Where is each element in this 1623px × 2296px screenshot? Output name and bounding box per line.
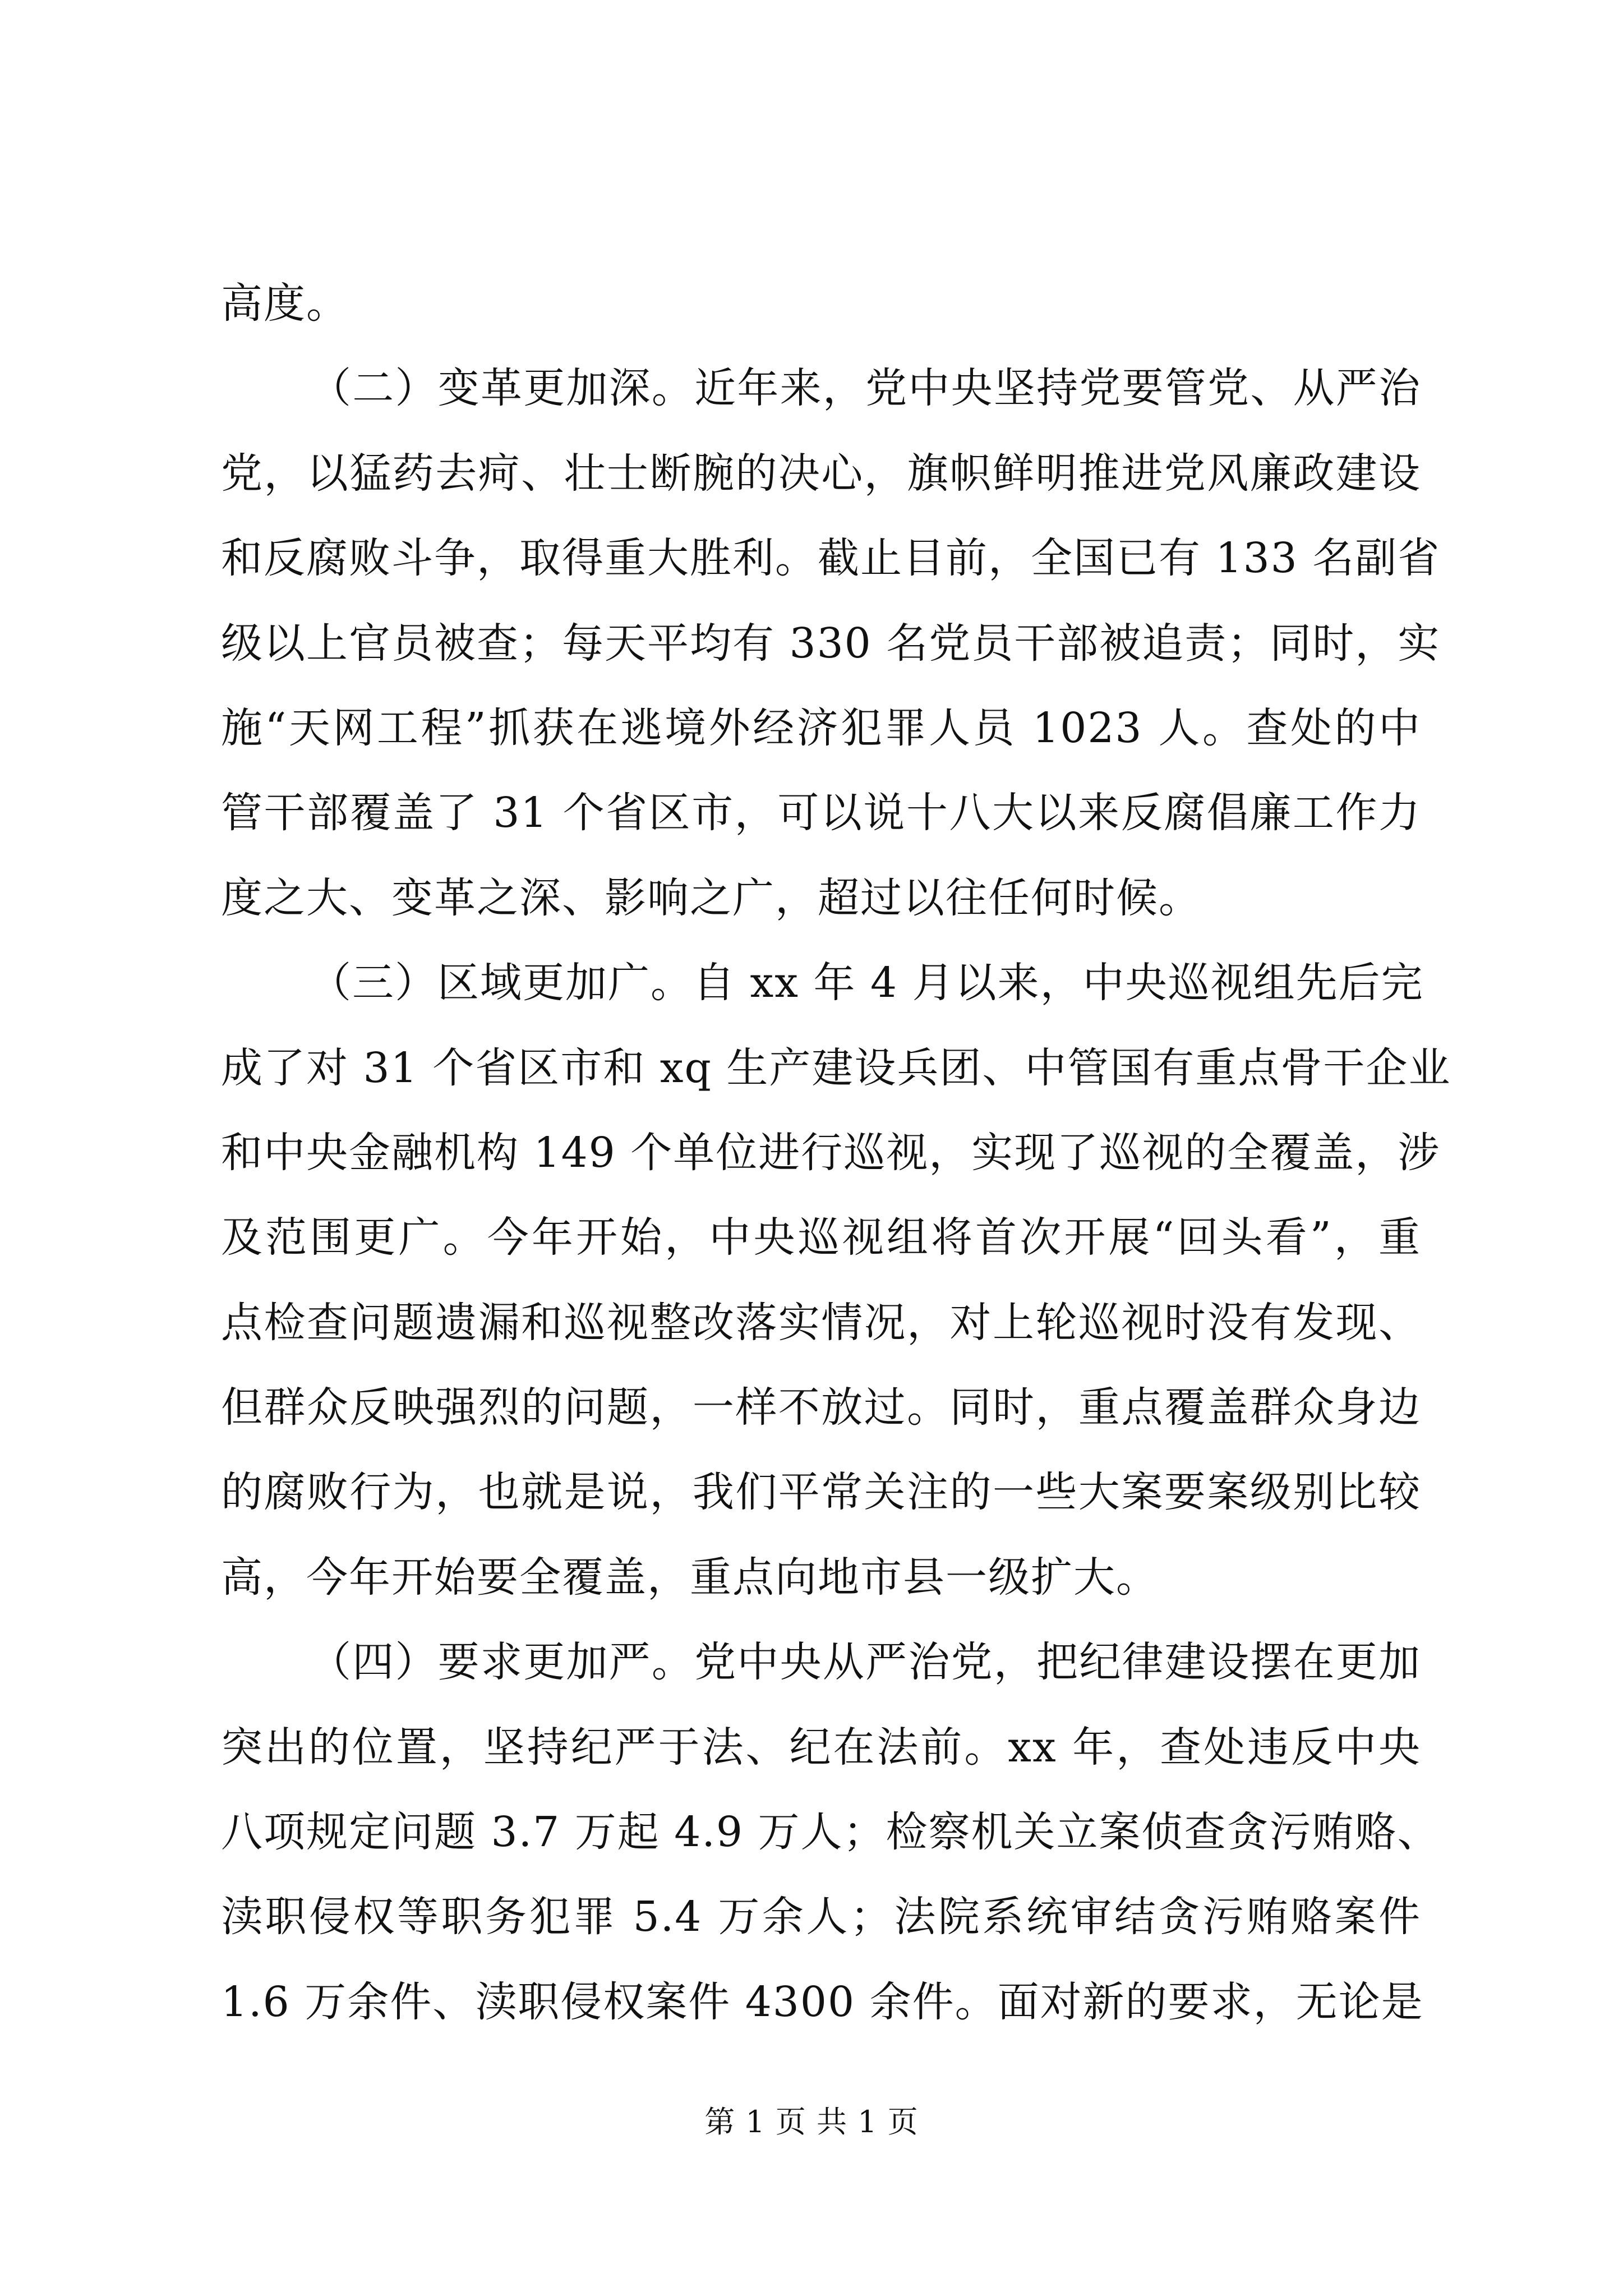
text-line: 1.6 万余件、渎职侵权案件 4300 余件。面对新的要求，无论是 [221, 1977, 1424, 2026]
text-line: 党，以猛药去疴、壮士断腕的决心，旗帜鲜明推进党风廉政建设 [221, 449, 1421, 498]
text-line: （二）变革更加深。近年来，党中央坚持党要管党、从严治 [310, 364, 1421, 413]
text-line: 和反腐败斗争，取得重大胜利。截止目前，全国已有 133 名副省 [221, 534, 1441, 583]
text-line: 八项规定问题 3.7 万起 4.9 万人；检察机关立案侦查贪污贿赂、 [221, 1808, 1440, 1857]
text-line: 度之大、变革之深、影响之广，超过以往任何时候。 [221, 873, 1201, 922]
text-line: 的腐败行为，也就是说，我们平常关注的一些大案要案级别比较 [221, 1468, 1421, 1517]
text-line: （四）要求更加严。党中央从严治党，把纪律建设摆在更加 [310, 1638, 1421, 1687]
text-line: 管干部覆盖了 31 个省区市，可以说十八大以来反腐倡廉工作力 [221, 789, 1421, 838]
text-line: 成了对 31 个省区市和 xq 生产建设兵团、中管国有重点骨干企业 [221, 1043, 1451, 1092]
text-line: 高度。 [221, 279, 349, 328]
page-footer [0, 2102, 1623, 2142]
text-line: （三）区域更加广。自 xx 年 4 月以来，中央巡视组先后完 [310, 959, 1424, 1007]
text-line: 渎职侵权等职务犯罪 5.4 万余人；法院系统审结贪污贿赂案件 [221, 1893, 1421, 1941]
text-line: 但群众反映强烈的问题，一样不放过。同时，重点覆盖群众身边 [221, 1383, 1421, 1432]
document-body [221, 261, 1451, 2045]
page-number: 第 1 页 共 1 页 [704, 2104, 919, 2139]
text-line: 高，今年开始要全覆盖，重点向地市县一级扩大。 [221, 1553, 1159, 1602]
text-line: 及范围更广。今年开始，中央巡视组将首次开展“回头看”，重 [221, 1213, 1421, 1262]
text-line: 点检查问题遗漏和巡视整改落实情况，对上轮巡视时没有发现、 [221, 1298, 1421, 1347]
text-line: 和中央金融机构 149 个单位进行巡视，实现了巡视的全覆盖，涉 [221, 1128, 1441, 1177]
text-line: 级以上官员被查；每天平均有 330 名党员干部被追责；同时，实 [221, 619, 1441, 668]
text-line: 施“天网工程”抓获在逃境外经济犯罪人员 1023 人。查处的中 [221, 703, 1421, 752]
text-line: 突出的位置，坚持纪严于法、纪在法前。xx 年，查处违反中央 [221, 1723, 1421, 1772]
